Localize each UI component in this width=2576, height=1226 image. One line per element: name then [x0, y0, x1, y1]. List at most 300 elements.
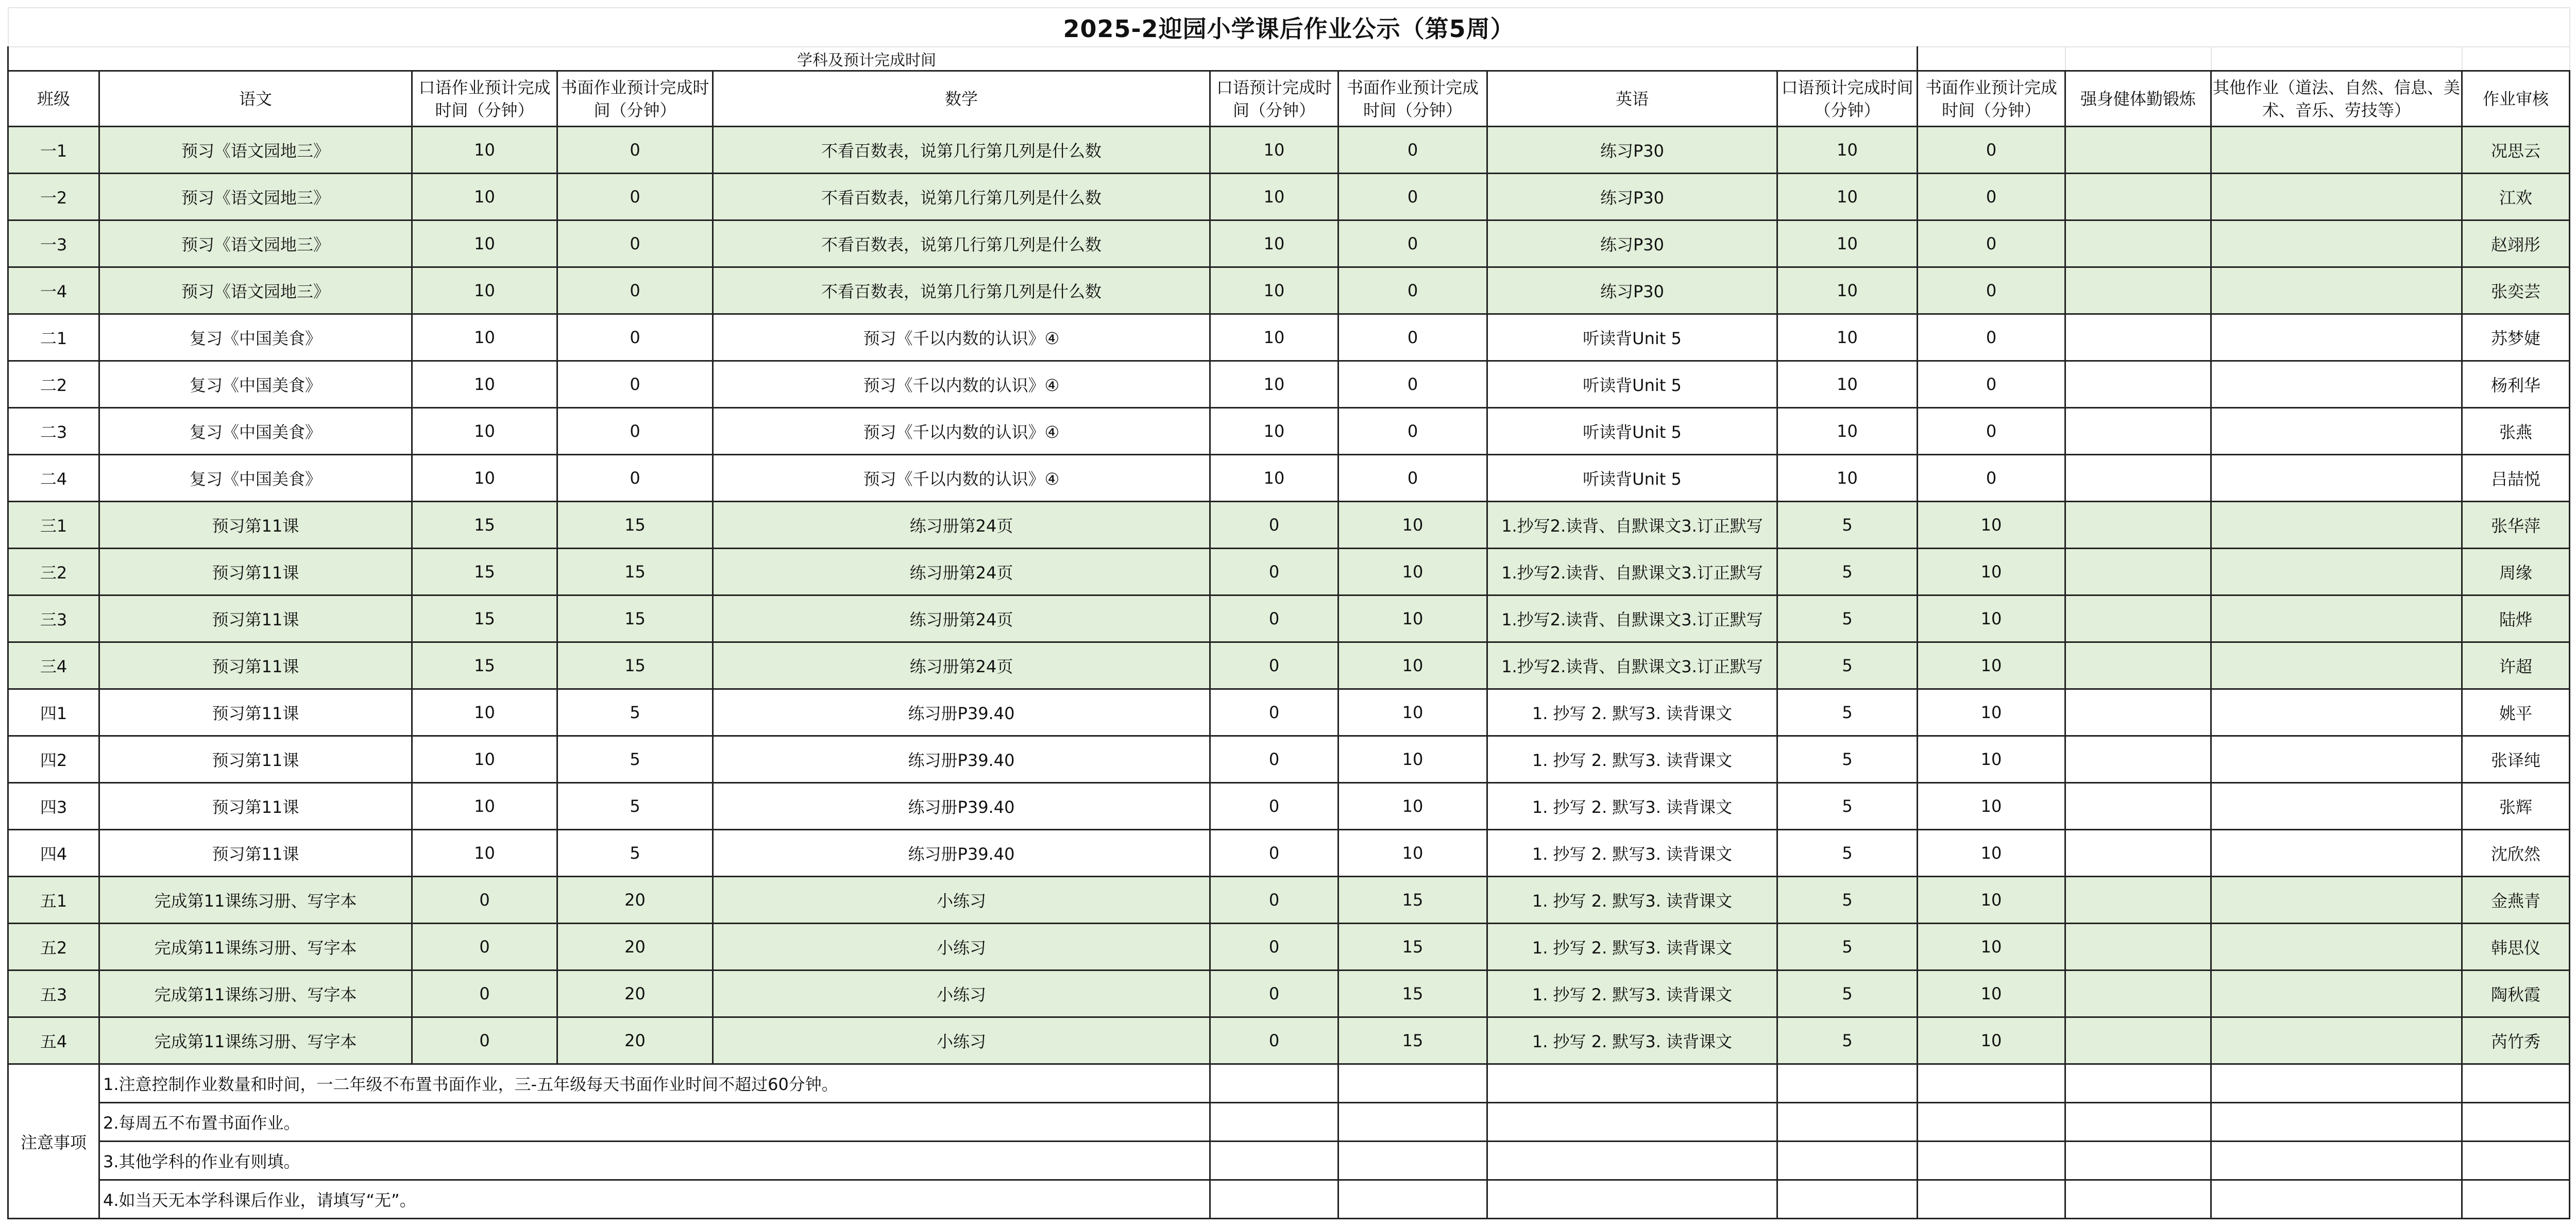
- reviewer-cell[interactable]: 张华萍: [2462, 502, 2570, 549]
- chinese-written-cell[interactable]: 0: [557, 267, 713, 314]
- english-oral-cell[interactable]: 5: [1777, 1017, 1918, 1064]
- english-cell[interactable]: 练习P30: [1487, 220, 1777, 267]
- english-oral-cell[interactable]: 5: [1777, 689, 1918, 736]
- english-written-cell[interactable]: 10: [1918, 502, 2065, 549]
- english-cell[interactable]: 听读背Unit 5: [1487, 408, 1777, 455]
- reviewer-cell[interactable]: 杨利华: [2462, 361, 2570, 408]
- exercise-cell[interactable]: [2065, 408, 2211, 455]
- empty-cell[interactable]: [1487, 1064, 1777, 1103]
- empty-cell[interactable]: [2462, 47, 2570, 71]
- class-cell[interactable]: 一3: [8, 220, 99, 267]
- chinese-cell[interactable]: 预习第11课: [99, 689, 412, 736]
- chinese-written-cell[interactable]: 5: [557, 736, 713, 783]
- chinese-oral-cell[interactable]: 0: [412, 924, 557, 970]
- english-written-cell[interactable]: 10: [1918, 595, 2065, 642]
- chinese-oral-cell[interactable]: 10: [412, 736, 557, 783]
- empty-cell[interactable]: [1918, 1142, 2065, 1180]
- class-cell[interactable]: 四2: [8, 736, 99, 783]
- math-oral-cell[interactable]: 0: [1210, 1017, 1338, 1064]
- english-written-cell[interactable]: 10: [1918, 736, 2065, 783]
- class-cell[interactable]: 五2: [8, 924, 99, 970]
- english-cell[interactable]: 听读背Unit 5: [1487, 361, 1777, 408]
- empty-cell[interactable]: [1777, 1064, 1918, 1103]
- chinese-cell[interactable]: 预习第11课: [99, 642, 412, 689]
- english-oral-cell[interactable]: 10: [1777, 174, 1918, 220]
- chinese-cell[interactable]: 复习《中国美食》: [99, 314, 412, 361]
- chinese-oral-cell[interactable]: 10: [412, 783, 557, 830]
- class-cell[interactable]: 一1: [8, 127, 99, 174]
- note-item[interactable]: 2.每周五不布置书面作业。: [99, 1103, 1210, 1142]
- chinese-oral-cell[interactable]: 10: [412, 830, 557, 877]
- chinese-cell[interactable]: 预习第11课: [99, 830, 412, 877]
- english-cell[interactable]: 1. 抄写 2. 默写3. 读背课文: [1487, 924, 1777, 970]
- reviewer-cell[interactable]: 张燕: [2462, 408, 2570, 455]
- math-cell[interactable]: 练习册P39.40: [713, 783, 1210, 830]
- empty-cell[interactable]: [1918, 47, 2065, 71]
- empty-cell[interactable]: [1338, 1064, 1487, 1103]
- class-cell[interactable]: 二2: [8, 361, 99, 408]
- empty-cell[interactable]: [1777, 1103, 1918, 1142]
- chinese-oral-cell[interactable]: 10: [412, 267, 557, 314]
- other-cell[interactable]: [2211, 361, 2462, 408]
- english-written-cell[interactable]: 0: [1918, 314, 2065, 361]
- math-written-cell[interactable]: 0: [1338, 127, 1487, 174]
- empty-cell[interactable]: [1918, 1103, 2065, 1142]
- chinese-written-cell[interactable]: 20: [557, 877, 713, 924]
- chinese-cell[interactable]: 预习第11课: [99, 783, 412, 830]
- chinese-cell[interactable]: 预习第11课: [99, 502, 412, 549]
- english-cell[interactable]: 1. 抄写 2. 默写3. 读背课文: [1487, 783, 1777, 830]
- chinese-oral-cell[interactable]: 15: [412, 642, 557, 689]
- empty-cell[interactable]: [2065, 1180, 2211, 1219]
- english-written-cell[interactable]: 10: [1918, 549, 2065, 595]
- chinese-written-cell[interactable]: 0: [557, 314, 713, 361]
- other-cell[interactable]: [2211, 595, 2462, 642]
- english-oral-cell[interactable]: 5: [1777, 642, 1918, 689]
- english-written-cell[interactable]: 0: [1918, 174, 2065, 220]
- english-written-cell[interactable]: 10: [1918, 642, 2065, 689]
- chinese-oral-cell[interactable]: 10: [412, 127, 557, 174]
- english-cell[interactable]: 1. 抄写 2. 默写3. 读背课文: [1487, 970, 1777, 1017]
- math-written-cell[interactable]: 15: [1338, 1017, 1487, 1064]
- reviewer-cell[interactable]: 赵翊彤: [2462, 220, 2570, 267]
- reviewer-cell[interactable]: 沈欣然: [2462, 830, 2570, 877]
- exercise-cell[interactable]: [2065, 1017, 2211, 1064]
- english-written-cell[interactable]: 10: [1918, 689, 2065, 736]
- chinese-written-cell[interactable]: 0: [557, 455, 713, 502]
- reviewer-cell[interactable]: 江欢: [2462, 174, 2570, 220]
- english-cell[interactable]: 1. 抄写 2. 默写3. 读背课文: [1487, 877, 1777, 924]
- header-chinese[interactable]: 语文: [99, 71, 412, 127]
- english-written-cell[interactable]: 10: [1918, 924, 2065, 970]
- english-cell[interactable]: 练习P30: [1487, 127, 1777, 174]
- english-cell[interactable]: 1.抄写2.读背、自默课文3.订正默写: [1487, 595, 1777, 642]
- exercise-cell[interactable]: [2065, 314, 2211, 361]
- chinese-written-cell[interactable]: 5: [557, 689, 713, 736]
- class-cell[interactable]: 三3: [8, 595, 99, 642]
- english-cell[interactable]: 1. 抄写 2. 默写3. 读背课文: [1487, 689, 1777, 736]
- class-cell[interactable]: 五1: [8, 877, 99, 924]
- english-written-cell[interactable]: 0: [1918, 220, 2065, 267]
- empty-cell[interactable]: [1487, 1103, 1777, 1142]
- class-cell[interactable]: 四1: [8, 689, 99, 736]
- chinese-written-cell[interactable]: 15: [557, 595, 713, 642]
- chinese-cell[interactable]: 完成第11课练习册、写字本: [99, 1017, 412, 1064]
- empty-cell[interactable]: [1918, 1064, 2065, 1103]
- math-oral-cell[interactable]: 0: [1210, 502, 1338, 549]
- math-written-cell[interactable]: 10: [1338, 830, 1487, 877]
- header-english-oral[interactable]: 口语预计完成时间（分钟）: [1777, 71, 1918, 127]
- empty-cell[interactable]: [2462, 1142, 2570, 1180]
- other-cell[interactable]: [2211, 783, 2462, 830]
- class-cell[interactable]: 一4: [8, 267, 99, 314]
- math-oral-cell[interactable]: 10: [1210, 314, 1338, 361]
- english-written-cell[interactable]: 0: [1918, 267, 2065, 314]
- reviewer-cell[interactable]: 韩思仪: [2462, 924, 2570, 970]
- reviewer-cell[interactable]: 芮竹秀: [2462, 1017, 2570, 1064]
- reviewer-cell[interactable]: 况思云: [2462, 127, 2570, 174]
- empty-cell[interactable]: [2462, 1103, 2570, 1142]
- english-oral-cell[interactable]: 5: [1777, 830, 1918, 877]
- exercise-cell[interactable]: [2065, 689, 2211, 736]
- empty-cell[interactable]: [2065, 47, 2211, 71]
- english-cell[interactable]: 听读背Unit 5: [1487, 455, 1777, 502]
- math-oral-cell[interactable]: 0: [1210, 549, 1338, 595]
- other-cell[interactable]: [2211, 549, 2462, 595]
- math-cell[interactable]: 预习《千以内数的认识》④: [713, 455, 1210, 502]
- header-english[interactable]: 英语: [1487, 71, 1777, 127]
- empty-cell[interactable]: [2211, 1103, 2462, 1142]
- other-cell[interactable]: [2211, 970, 2462, 1017]
- chinese-oral-cell[interactable]: 10: [412, 174, 557, 220]
- reviewer-cell[interactable]: 姚平: [2462, 689, 2570, 736]
- exercise-cell[interactable]: [2065, 174, 2211, 220]
- math-written-cell[interactable]: 0: [1338, 408, 1487, 455]
- class-cell[interactable]: 三1: [8, 502, 99, 549]
- math-oral-cell[interactable]: 0: [1210, 877, 1338, 924]
- english-oral-cell[interactable]: 10: [1777, 267, 1918, 314]
- math-cell[interactable]: 小练习: [713, 877, 1210, 924]
- math-oral-cell[interactable]: 10: [1210, 220, 1338, 267]
- math-written-cell[interactable]: 15: [1338, 877, 1487, 924]
- english-oral-cell[interactable]: 10: [1777, 127, 1918, 174]
- empty-cell[interactable]: [2065, 1103, 2211, 1142]
- chinese-written-cell[interactable]: 0: [557, 361, 713, 408]
- math-written-cell[interactable]: 0: [1338, 220, 1487, 267]
- math-oral-cell[interactable]: 0: [1210, 924, 1338, 970]
- math-oral-cell[interactable]: 10: [1210, 127, 1338, 174]
- chinese-cell[interactable]: 预习《语文园地三》: [99, 174, 412, 220]
- header-class[interactable]: 班级: [8, 71, 99, 127]
- chinese-oral-cell[interactable]: 10: [412, 314, 557, 361]
- exercise-cell[interactable]: [2065, 127, 2211, 174]
- math-oral-cell[interactable]: 10: [1210, 455, 1338, 502]
- chinese-written-cell[interactable]: 20: [557, 924, 713, 970]
- exercise-cell[interactable]: [2065, 595, 2211, 642]
- empty-cell[interactable]: [1210, 1103, 1338, 1142]
- exercise-cell[interactable]: [2065, 455, 2211, 502]
- english-written-cell[interactable]: 0: [1918, 455, 2065, 502]
- reviewer-cell[interactable]: 许超: [2462, 642, 2570, 689]
- exercise-cell[interactable]: [2065, 549, 2211, 595]
- math-cell[interactable]: 不看百数表，说第几行第几列是什么数: [713, 267, 1210, 314]
- chinese-oral-cell[interactable]: 0: [412, 970, 557, 1017]
- reviewer-cell[interactable]: 张译纯: [2462, 736, 2570, 783]
- empty-cell[interactable]: [1338, 1103, 1487, 1142]
- chinese-cell[interactable]: 复习《中国美食》: [99, 455, 412, 502]
- math-written-cell[interactable]: 0: [1338, 314, 1487, 361]
- english-written-cell[interactable]: 0: [1918, 408, 2065, 455]
- chinese-cell[interactable]: 预习第11课: [99, 736, 412, 783]
- chinese-oral-cell[interactable]: 10: [412, 689, 557, 736]
- english-written-cell[interactable]: 10: [1918, 783, 2065, 830]
- math-cell[interactable]: 小练习: [713, 970, 1210, 1017]
- exercise-cell[interactable]: [2065, 924, 2211, 970]
- english-oral-cell[interactable]: 5: [1777, 877, 1918, 924]
- chinese-cell[interactable]: 完成第11课练习册、写字本: [99, 924, 412, 970]
- empty-cell[interactable]: [1777, 1142, 1918, 1180]
- chinese-written-cell[interactable]: 15: [557, 549, 713, 595]
- chinese-written-cell[interactable]: 0: [557, 408, 713, 455]
- other-cell[interactable]: [2211, 455, 2462, 502]
- chinese-cell[interactable]: 预习《语文园地三》: [99, 267, 412, 314]
- class-cell[interactable]: 二4: [8, 455, 99, 502]
- header-chinese-written[interactable]: 书面作业预计完成时间（分钟）: [557, 71, 713, 127]
- exercise-cell[interactable]: [2065, 361, 2211, 408]
- math-cell[interactable]: 预习《千以内数的认识》④: [713, 361, 1210, 408]
- other-cell[interactable]: [2211, 127, 2462, 174]
- class-cell[interactable]: 二3: [8, 408, 99, 455]
- reviewer-cell[interactable]: 陆烨: [2462, 595, 2570, 642]
- exercise-cell[interactable]: [2065, 877, 2211, 924]
- math-written-cell[interactable]: 0: [1338, 361, 1487, 408]
- chinese-oral-cell[interactable]: 15: [412, 595, 557, 642]
- chinese-oral-cell[interactable]: 15: [412, 549, 557, 595]
- chinese-oral-cell[interactable]: 0: [412, 1017, 557, 1064]
- note-item[interactable]: 1.注意控制作业数量和时间，一二年级不布置书面作业，三-五年级每天书面作业时间不超过60分钟。: [99, 1064, 1210, 1103]
- exercise-cell[interactable]: [2065, 830, 2211, 877]
- chinese-oral-cell[interactable]: 10: [412, 220, 557, 267]
- empty-cell[interactable]: [1487, 1142, 1777, 1180]
- english-oral-cell[interactable]: 5: [1777, 502, 1918, 549]
- exercise-cell[interactable]: [2065, 502, 2211, 549]
- note-item[interactable]: 4.如当天无本学科课后作业，请填写“无”。: [99, 1180, 1210, 1219]
- empty-cell[interactable]: [2211, 47, 2462, 71]
- math-cell[interactable]: 小练习: [713, 1017, 1210, 1064]
- chinese-cell[interactable]: 预习第11课: [99, 549, 412, 595]
- header-reviewer[interactable]: 作业审核: [2462, 71, 2570, 127]
- reviewer-cell[interactable]: 吕喆悦: [2462, 455, 2570, 502]
- english-cell[interactable]: 1.抄写2.读背、自默课文3.订正默写: [1487, 549, 1777, 595]
- math-oral-cell[interactable]: 0: [1210, 595, 1338, 642]
- english-oral-cell[interactable]: 10: [1777, 314, 1918, 361]
- chinese-oral-cell[interactable]: 0: [412, 877, 557, 924]
- math-written-cell[interactable]: 0: [1338, 267, 1487, 314]
- english-oral-cell[interactable]: 5: [1777, 970, 1918, 1017]
- empty-cell[interactable]: [2211, 1142, 2462, 1180]
- header-other[interactable]: 其他作业（道法、自然、信息、美术、音乐、劳技等）: [2211, 71, 2462, 127]
- english-cell[interactable]: 听读背Unit 5: [1487, 314, 1777, 361]
- empty-cell[interactable]: [2462, 1180, 2570, 1219]
- exercise-cell[interactable]: [2065, 783, 2211, 830]
- chinese-cell[interactable]: 完成第11课练习册、写字本: [99, 877, 412, 924]
- math-oral-cell[interactable]: 0: [1210, 970, 1338, 1017]
- math-written-cell[interactable]: 15: [1338, 970, 1487, 1017]
- chinese-written-cell[interactable]: 0: [557, 127, 713, 174]
- empty-cell[interactable]: [2211, 1064, 2462, 1103]
- reviewer-cell[interactable]: 张奕芸: [2462, 267, 2570, 314]
- empty-cell[interactable]: [1210, 1064, 1338, 1103]
- english-written-cell[interactable]: 10: [1918, 877, 2065, 924]
- empty-cell[interactable]: [1487, 1180, 1777, 1219]
- class-cell[interactable]: 三4: [8, 642, 99, 689]
- reviewer-cell[interactable]: 张辉: [2462, 783, 2570, 830]
- reviewer-cell[interactable]: 金燕青: [2462, 877, 2570, 924]
- math-written-cell[interactable]: 10: [1338, 549, 1487, 595]
- math-cell[interactable]: 预习《千以内数的认识》④: [713, 408, 1210, 455]
- math-oral-cell[interactable]: 0: [1210, 736, 1338, 783]
- english-cell[interactable]: 1. 抄写 2. 默写3. 读背课文: [1487, 736, 1777, 783]
- empty-cell[interactable]: [2065, 1064, 2211, 1103]
- class-cell[interactable]: 四3: [8, 783, 99, 830]
- class-cell[interactable]: 一2: [8, 174, 99, 220]
- math-cell[interactable]: 不看百数表，说第几行第几列是什么数: [713, 174, 1210, 220]
- other-cell[interactable]: [2211, 736, 2462, 783]
- english-written-cell[interactable]: 0: [1918, 127, 2065, 174]
- math-cell[interactable]: 练习册P39.40: [713, 830, 1210, 877]
- math-cell[interactable]: 不看百数表，说第几行第几列是什么数: [713, 220, 1210, 267]
- chinese-written-cell[interactable]: 0: [557, 220, 713, 267]
- header-math[interactable]: 数学: [713, 71, 1210, 127]
- empty-cell[interactable]: [2211, 1180, 2462, 1219]
- other-cell[interactable]: [2211, 220, 2462, 267]
- chinese-oral-cell[interactable]: 10: [412, 361, 557, 408]
- class-cell[interactable]: 三2: [8, 549, 99, 595]
- page-title[interactable]: 2025-2迎园小学课后作业公示（第5周）: [8, 8, 2570, 47]
- note-item[interactable]: 3.其他学科的作业有则填。: [99, 1142, 1210, 1180]
- other-cell[interactable]: [2211, 502, 2462, 549]
- english-cell[interactable]: 练习P30: [1487, 267, 1777, 314]
- other-cell[interactable]: [2211, 689, 2462, 736]
- english-written-cell[interactable]: 0: [1918, 361, 2065, 408]
- chinese-written-cell[interactable]: 15: [557, 642, 713, 689]
- exercise-cell[interactable]: [2065, 220, 2211, 267]
- english-oral-cell[interactable]: 5: [1777, 783, 1918, 830]
- math-written-cell[interactable]: 15: [1338, 924, 1487, 970]
- math-oral-cell[interactable]: 10: [1210, 267, 1338, 314]
- header-math-written[interactable]: 书面作业预计完成时间（分钟）: [1338, 71, 1487, 127]
- other-cell[interactable]: [2211, 830, 2462, 877]
- english-oral-cell[interactable]: 10: [1777, 220, 1918, 267]
- english-cell[interactable]: 1. 抄写 2. 默写3. 读背课文: [1487, 830, 1777, 877]
- reviewer-cell[interactable]: 苏梦婕: [2462, 314, 2570, 361]
- class-cell[interactable]: 二1: [8, 314, 99, 361]
- math-oral-cell[interactable]: 0: [1210, 689, 1338, 736]
- chinese-written-cell[interactable]: 20: [557, 970, 713, 1017]
- math-written-cell[interactable]: 10: [1338, 783, 1487, 830]
- math-oral-cell[interactable]: 0: [1210, 783, 1338, 830]
- english-written-cell[interactable]: 10: [1918, 970, 2065, 1017]
- empty-cell[interactable]: [2065, 1142, 2211, 1180]
- other-cell[interactable]: [2211, 642, 2462, 689]
- empty-cell[interactable]: [1210, 1180, 1338, 1219]
- empty-cell[interactable]: [1338, 1142, 1487, 1180]
- other-cell[interactable]: [2211, 877, 2462, 924]
- english-oral-cell[interactable]: 5: [1777, 595, 1918, 642]
- chinese-cell[interactable]: 预习《语文园地三》: [99, 127, 412, 174]
- math-cell[interactable]: 练习册P39.40: [713, 689, 1210, 736]
- reviewer-cell[interactable]: 周缘: [2462, 549, 2570, 595]
- english-written-cell[interactable]: 10: [1918, 1017, 2065, 1064]
- chinese-oral-cell[interactable]: 10: [412, 455, 557, 502]
- math-cell[interactable]: 练习册第24页: [713, 595, 1210, 642]
- math-cell[interactable]: 练习册第24页: [713, 549, 1210, 595]
- exercise-cell[interactable]: [2065, 267, 2211, 314]
- chinese-written-cell[interactable]: 0: [557, 174, 713, 220]
- exercise-cell[interactable]: [2065, 642, 2211, 689]
- math-written-cell[interactable]: 10: [1338, 689, 1487, 736]
- header-english-written[interactable]: 书面作业预计完成时间（分钟）: [1918, 71, 2065, 127]
- math-written-cell[interactable]: 10: [1338, 736, 1487, 783]
- math-oral-cell[interactable]: 10: [1210, 408, 1338, 455]
- english-oral-cell[interactable]: 10: [1777, 455, 1918, 502]
- chinese-written-cell[interactable]: 5: [557, 830, 713, 877]
- math-written-cell[interactable]: 0: [1338, 455, 1487, 502]
- english-written-cell[interactable]: 10: [1918, 830, 2065, 877]
- empty-cell[interactable]: [1918, 1180, 2065, 1219]
- math-written-cell[interactable]: 10: [1338, 595, 1487, 642]
- class-cell[interactable]: 四4: [8, 830, 99, 877]
- chinese-written-cell[interactable]: 15: [557, 502, 713, 549]
- math-oral-cell[interactable]: 10: [1210, 361, 1338, 408]
- math-oral-cell[interactable]: 0: [1210, 642, 1338, 689]
- math-cell[interactable]: 预习《千以内数的认识》④: [713, 314, 1210, 361]
- english-oral-cell[interactable]: 5: [1777, 924, 1918, 970]
- math-written-cell[interactable]: 10: [1338, 502, 1487, 549]
- chinese-oral-cell[interactable]: 10: [412, 408, 557, 455]
- math-cell[interactable]: 不看百数表，说第几行第几列是什么数: [713, 127, 1210, 174]
- english-oral-cell[interactable]: 5: [1777, 549, 1918, 595]
- other-cell[interactable]: [2211, 314, 2462, 361]
- math-oral-cell[interactable]: 10: [1210, 174, 1338, 220]
- chinese-cell[interactable]: 完成第11课练习册、写字本: [99, 970, 412, 1017]
- english-oral-cell[interactable]: 10: [1777, 408, 1918, 455]
- chinese-written-cell[interactable]: 5: [557, 783, 713, 830]
- class-cell[interactable]: 五4: [8, 1017, 99, 1064]
- english-cell[interactable]: 1.抄写2.读背、自默课文3.订正默写: [1487, 642, 1777, 689]
- header-exercise[interactable]: 强身健体勤锻炼: [2065, 71, 2211, 127]
- subtitle-cell[interactable]: 学科及预计完成时间: [8, 47, 1918, 71]
- chinese-oral-cell[interactable]: 15: [412, 502, 557, 549]
- chinese-cell[interactable]: 预习第11课: [99, 595, 412, 642]
- empty-cell[interactable]: [1777, 1180, 1918, 1219]
- chinese-written-cell[interactable]: 20: [557, 1017, 713, 1064]
- math-written-cell[interactable]: 0: [1338, 174, 1487, 220]
- math-cell[interactable]: 练习册第24页: [713, 642, 1210, 689]
- empty-cell[interactable]: [1338, 1180, 1487, 1219]
- english-cell[interactable]: 1. 抄写 2. 默写3. 读背课文: [1487, 1017, 1777, 1064]
- other-cell[interactable]: [2211, 174, 2462, 220]
- empty-cell[interactable]: [2462, 1064, 2570, 1103]
- english-oral-cell[interactable]: 5: [1777, 736, 1918, 783]
- english-cell[interactable]: 1.抄写2.读背、自默课文3.订正默写: [1487, 502, 1777, 549]
- other-cell[interactable]: [2211, 408, 2462, 455]
- math-cell[interactable]: 小练习: [713, 924, 1210, 970]
- other-cell[interactable]: [2211, 1017, 2462, 1064]
- class-cell[interactable]: 五3: [8, 970, 99, 1017]
- chinese-cell[interactable]: 复习《中国美食》: [99, 408, 412, 455]
- header-math-oral[interactable]: 口语预计完成时间（分钟）: [1210, 71, 1338, 127]
